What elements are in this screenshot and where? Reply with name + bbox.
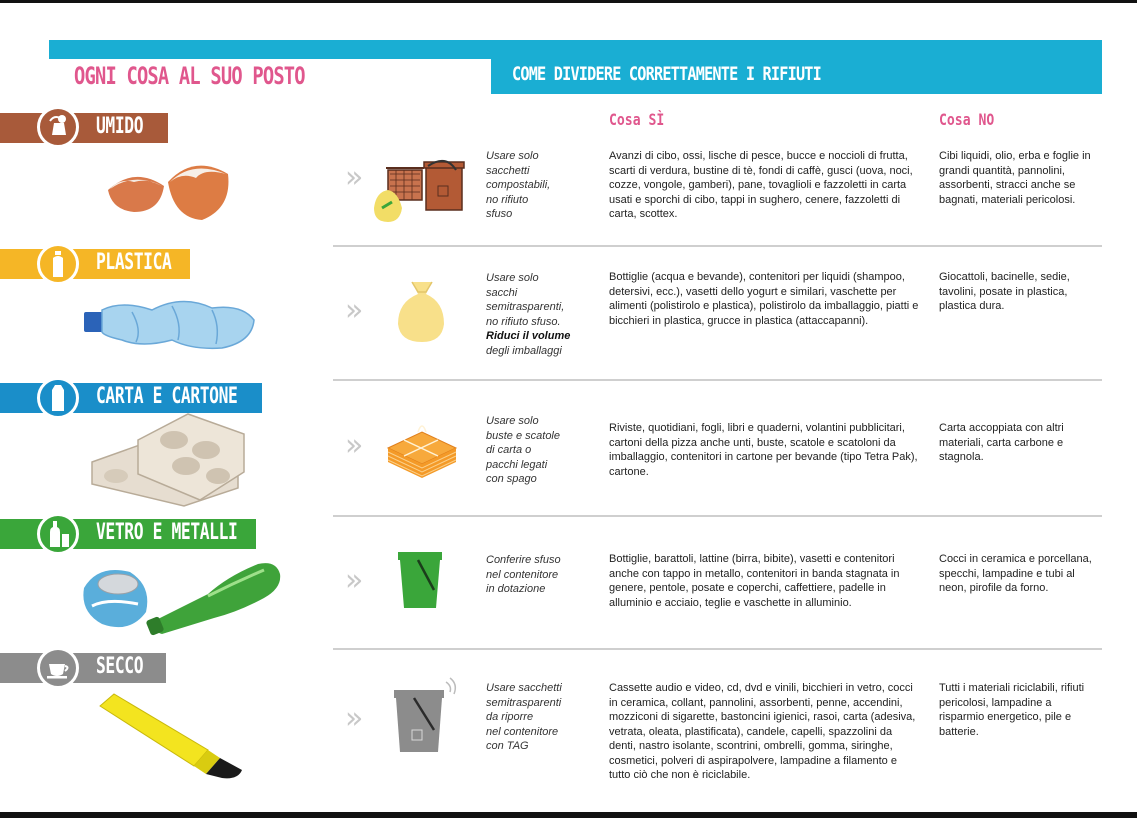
forbidden-items-secco: Tutti i materiali riciclabili, rifiuti pericolosi, lampadine a risparmio energetico, pile e batterie. (939, 682, 1085, 738)
category-label-umido: UMIDO (96, 114, 144, 139)
forbidden-items-carta: Carta accoppiata con altri materiali, carta carbone e stagnola. (939, 422, 1064, 463)
allowed-items-carta: Riviste, quotidiani, fogli, libri e quaderni, volantini pubblicitari, cartoni della pizza anche unti, buste, scatole e scatoloni da imballaggio, contenitori in cartone per bevande (tipo Tetra Pak), cartone. (609, 422, 918, 478)
organic-waste-icon (37, 106, 79, 148)
usage-note-plastica-tail: degli imballaggi (486, 344, 562, 357)
chevron-right-icon: » (345, 563, 364, 598)
cup-icon (37, 647, 79, 689)
green-bin-picture (396, 550, 446, 612)
category-label-plastica: PLASTICA (96, 250, 172, 275)
plastic-bag-picture (392, 278, 452, 348)
grey-bin-picture (388, 676, 460, 756)
forbidden-items-umido: Cibi liquidi, olio, erba e foglie in grandi quantità, pannolini, assorbenti, stracci anche se bagnati, materiali pericolosi. (939, 150, 1091, 206)
usage-note-plastica (486, 271, 596, 358)
usage-note-plastica-main: Usare solo sacchi semitrasparenti, no rifiuto sfuso. (486, 272, 565, 328)
row-divider (333, 379, 1102, 381)
eggshell-picture (104, 156, 234, 226)
header-bar (49, 40, 1102, 59)
highlighter-picture (96, 690, 246, 782)
can-and-bottle-picture (78, 558, 283, 640)
carton-icon (37, 377, 79, 419)
chevron-right-icon: » (345, 160, 364, 195)
organic-bin-picture (368, 156, 468, 226)
allowed-items-umido: Avanzi di cibo, ossi, lische di pesce, bucce e noccioli di frutta, scarti di verdura, bustine di tè, fondi di caffè, gusci (uova, noci, cozze, vongole, gamberi), pane, tovaglioli e fazzoletti in carta usati e sporchi di cibo, tappi in sughero, cenere, fazzoletti di carta, scottex. (609, 150, 913, 220)
usage-note-umido: Usare solo sacchetti compostabili, no rifiuto sfuso (486, 150, 551, 220)
allowed-items-plastica: Bottiglie (acqua e bevande), contenitori per liquidi (shampoo, detersivi, ecc.), vasetti dello yogurt e similari, vaschette per alimenti (polistirolo e plastica), polistirolo da imballaggio, piatti e bicchieri in plastica, grucce in plastica (attaccapanni). (609, 271, 919, 327)
usage-note-vetro: Conferire sfuso nel contenitore in dotazione (486, 554, 561, 595)
usage-note-carta: Usare solo buste e scatole di carta o pacchi legati con spago (486, 415, 560, 485)
row-divider (333, 648, 1102, 650)
allowed-items-secco: Cassette audio e video, cd, dvd e vinili, bicchieri in vetro, cocci in ceramica, collant, pannolini, assorbenti, penne, accendini, mozziconi di sigarette, bastoncini igienici, rasoi, carta (adesiva, vetrata, oleata, plastificata), candele, capelli, spazzolini da denti, nastro isolante, scontrini, ombrelli, gomma, siringhe, cosmetici, polveri di aspirapolvere, lampadine a filamento e tutto ciò che non è riciclabile. (609, 682, 916, 781)
page-subtitle: COME DIVIDERE CORRETTAMENTE I RIFIUTI (512, 63, 821, 85)
category-label-carta: CARTA E CARTONE (96, 384, 238, 409)
page-title: OGNI COSA AL SUO POSTO (74, 62, 305, 90)
column-header-no: Cosa NO (939, 110, 995, 129)
usage-note-plastica-emphasis: Riduci il volume (486, 330, 571, 342)
allowed-items-vetro: Bottiglie, barattoli, lattine (birra, bibite), vasetti e contenitori anche con tappo in metallo, contenitori in banda stagnata in genere, pentole, posate e coperchi, caffettiere, padelle in alluminio e acciaio, teglie e vaschette in alluminio. (609, 553, 900, 609)
crushed-bottle-picture (82, 290, 257, 356)
paper-bundle-picture (384, 418, 458, 480)
bottle-icon (37, 243, 79, 285)
column-header-yes: Cosa SÌ (609, 110, 665, 129)
egg-carton-picture (88, 410, 248, 508)
category-label-vetro: VETRO E METALLI (96, 520, 238, 545)
chevron-right-icon: » (345, 701, 364, 736)
row-divider (333, 245, 1102, 247)
chevron-right-icon: » (345, 293, 364, 328)
chevron-right-icon: » (345, 428, 364, 463)
category-label-secco: SECCO (96, 654, 144, 679)
forbidden-items-plastica: Giocattoli, bacinelle, sedie, tavolini, posate in plastica, plastica dura. (939, 271, 1070, 312)
usage-note-secco: Usare sacchetti semitrasparenti da riporre nel contenitore con TAG (486, 682, 562, 752)
glass-metal-icon (37, 513, 79, 555)
forbidden-items-vetro: Cocci in ceramica e porcellana, specchi, lampadine e tubi al neon, pirofile da forno. (939, 553, 1092, 594)
row-divider (333, 515, 1102, 517)
